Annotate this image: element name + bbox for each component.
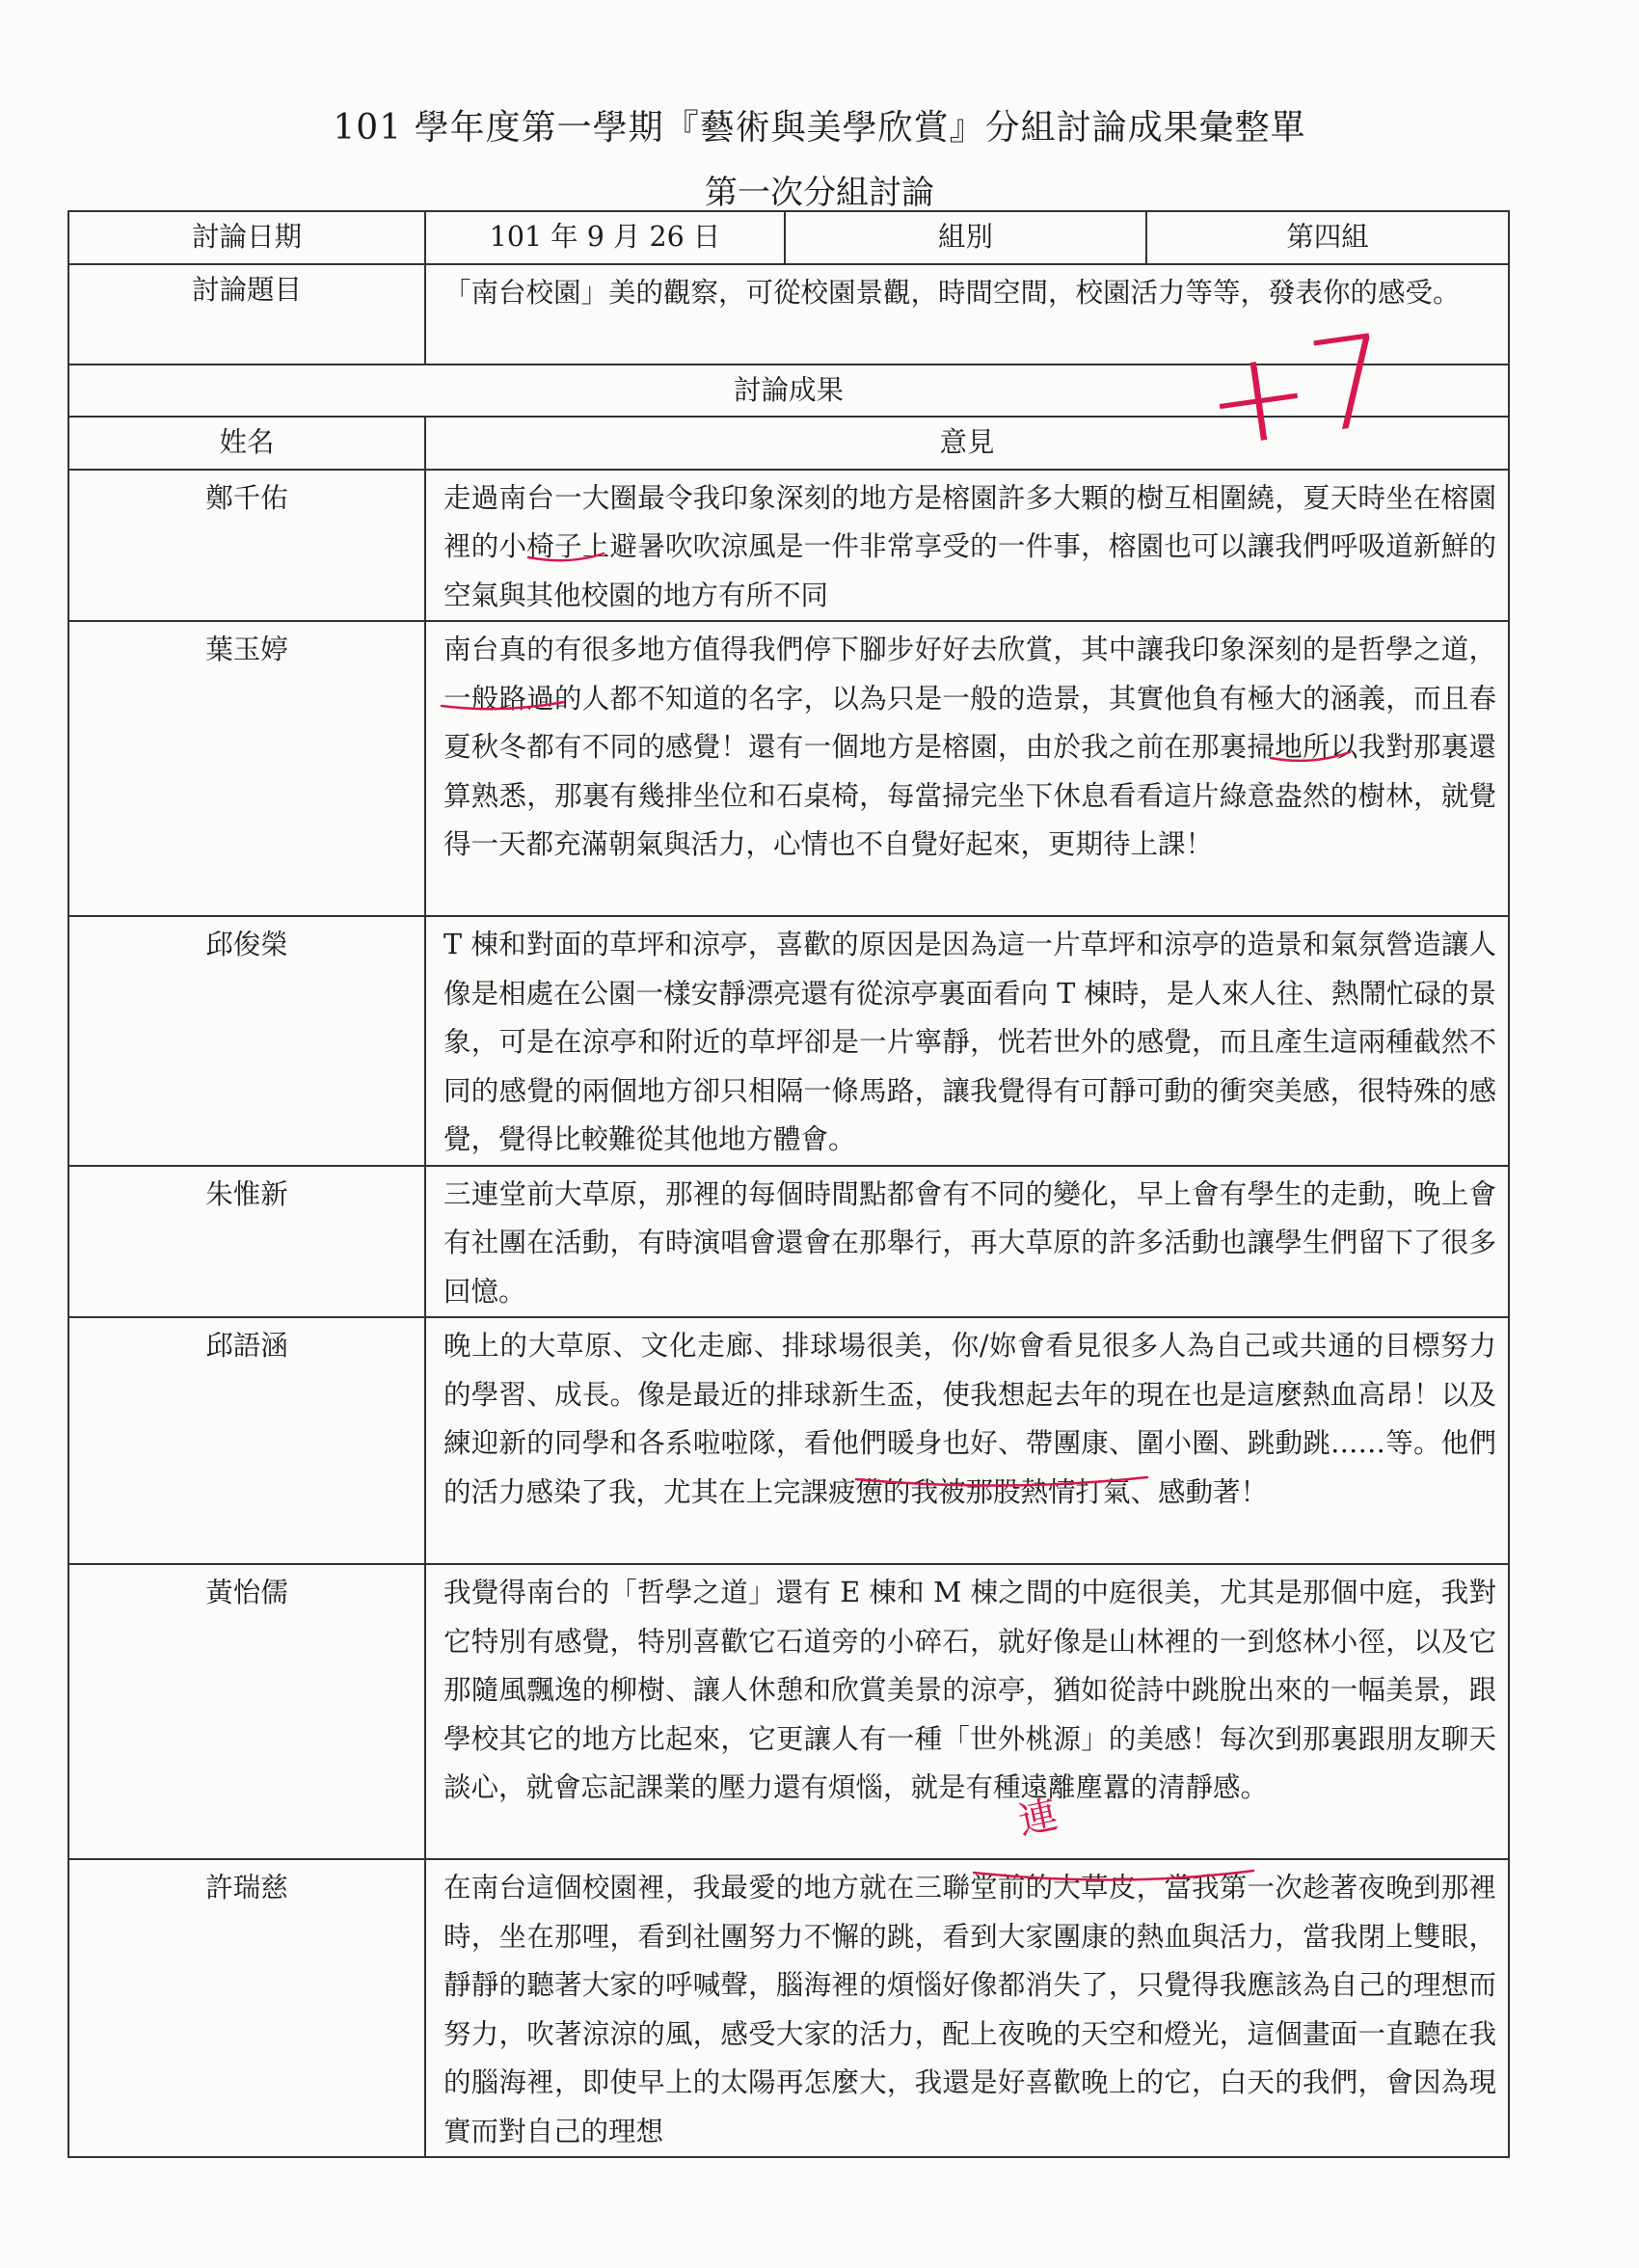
student-opinion: 晚上的大草原、文化走廊、排球場很美，你/妳會看見很多人為自己或共通的目標努力的學習、成長。像是最近的排球新生盃，使我想起去年的現在也是這麼熱血高昂！以及練迎新的同學和各系啦啦隊，看他們暖身也好、帶團康、圍小圈、跳動跳……等。他們的活力感染了我，尤其在上完課疲憊的我被那股熱情打氣、感動著！ (425, 1317, 1509, 1564)
correction-annotation: 連 (1014, 1793, 1062, 1845)
name-column-header: 姓名 (68, 417, 425, 470)
results-label: 討論成果 (68, 364, 1509, 418)
date-row (68, 211, 1509, 264)
results-form-table (67, 210, 1510, 2158)
date-value: 101 年 9 月 26 日 (425, 211, 785, 264)
document-subtitle: 第一次分組討論 (705, 174, 934, 212)
student-opinion: 南台真的有很多地方值得我們停下腳步好好去欣賞，其中讓我印象深刻的是哲學之道，一般路過的人都不知道的名字，以為只是一般的造景，其實他負有極大的涵義，而且春夏秋冬都有不同的感覺！還有一個地方是榕園，由於我之前在那裏掃地所以我對那裏還算熟悉，那裏有幾排坐位和石桌椅，每當掃完坐下休息看看這片綠意盎然的樹林，就覺得一天都充滿朝氣與活力，心情也不自覺好起來，更期待上課！ (425, 621, 1509, 916)
student-name: 邱俊榮 (68, 916, 425, 1166)
student-opinion: 走過南台一大圈最令我印象深刻的地方是榕園許多大顆的樹互相圍繞，夏天時坐在榕園裡的小椅子上避暑吹吹涼風是一件非常享受的一件事，榕園也可以讓我們呼吸道新鮮的空氣與其他校園的地方有所不同 (425, 470, 1509, 622)
date-label: 討論日期 (68, 211, 425, 264)
student-name: 黃怡儒 (68, 1564, 425, 1859)
student-opinion: 三連堂前大草原，那裡的每個時間點都會有不同的變化，早上會有學生的走動，晚上會有社團在活動，有時演唱會還會在那舉行，再大草原的許多活動也讓學生們留下了很多回憶。 (425, 1166, 1509, 1318)
opinion-column-header: 意見 (425, 417, 1509, 470)
student-name: 鄭千佑 (68, 470, 425, 622)
table-row (68, 470, 1509, 622)
topic-value: 「南台校園」美的觀察，可從校園景觀，時間空間，校園活力等等，發表你的感受。 (425, 264, 1509, 364)
table-row (68, 916, 1509, 1166)
table-row (68, 1317, 1509, 1564)
table-row (68, 1166, 1509, 1318)
student-opinion: 在南台這個校園裡，我最愛的地方就在三聯堂前的大草皮，當我第一次趁著夜晚到那裡時，坐在那哩，看到社團努力不懈的跳，看到大家團康的熱血與活力，當我閉上雙眼，靜靜的聽著大家的呼喊聲，腦海裡的煩惱好像都消失了，只覺得我應該為自己的理想而努力，吹著涼涼的風，感受大家的活力，配上夜晚的天空和燈光，這個畫面一直聽在我的腦海裡，即使早上的太陽再怎麼大，我還是好喜歡晚上的它，白天的我們，會因為現實而對自己的理想 (425, 1859, 1509, 2157)
group-label: 組別 (785, 211, 1146, 264)
student-name: 邱語涵 (68, 1317, 425, 1564)
column-header-row (68, 417, 1509, 470)
table-row (68, 621, 1509, 916)
score-annotation: +7 (1196, 306, 1400, 477)
student-opinion: 我覺得南台的「哲學之道」還有 E 棟和 M 棟之間的中庭很美，尤其是那個中庭，我對它特別有感覺，特別喜歡它石道旁的小碎石，就好像是山林裡的一到悠林小徑，以及它那隨風飄逸的柳樹、讓人休憩和欣賞美景的涼亭，猶如從詩中跳脫出來的一幅美景，跟學校其它的地方比起來，它更讓人有一種「世外桃源」的美感！每次到那裏跟朋友聊天談心，就會忘記課業的壓力還有煩惱，就是有種遠離塵囂的清靜感。 (425, 1564, 1509, 1859)
topic-label: 討論題目 (68, 264, 425, 364)
document-title: 101 學年度第一學期『藝術與美學欣賞』分組討論成果彙整單 (333, 108, 1306, 148)
student-opinion: T 棟和對面的草坪和涼亭，喜歡的原因是因為這一片草坪和涼亭的造景和氣氛營造讓人像是相處在公園一樣安靜漂亮還有從涼亭裏面看向 T 棟時，是人來人往、熱鬧忙碌的景象，可是在涼亭和附近的草坪卻是一片寧靜，恍若世外的感覺，而且產生這兩種截然不同的感覺的兩個地方卻只相隔一條馬路，讓我覺得有可靜可動的衝突美感，很特殊的感覺，覺得比較難從其他地方體會。 (425, 916, 1509, 1166)
student-name: 許瑞慈 (68, 1859, 425, 2157)
topic-row (68, 264, 1509, 364)
student-name: 葉玉婷 (68, 621, 425, 916)
table-row (68, 1859, 1509, 2157)
results-heading-row (68, 364, 1509, 418)
student-name: 朱惟新 (68, 1166, 425, 1318)
table-row (68, 1564, 1509, 1859)
group-value: 第四組 (1146, 211, 1509, 264)
